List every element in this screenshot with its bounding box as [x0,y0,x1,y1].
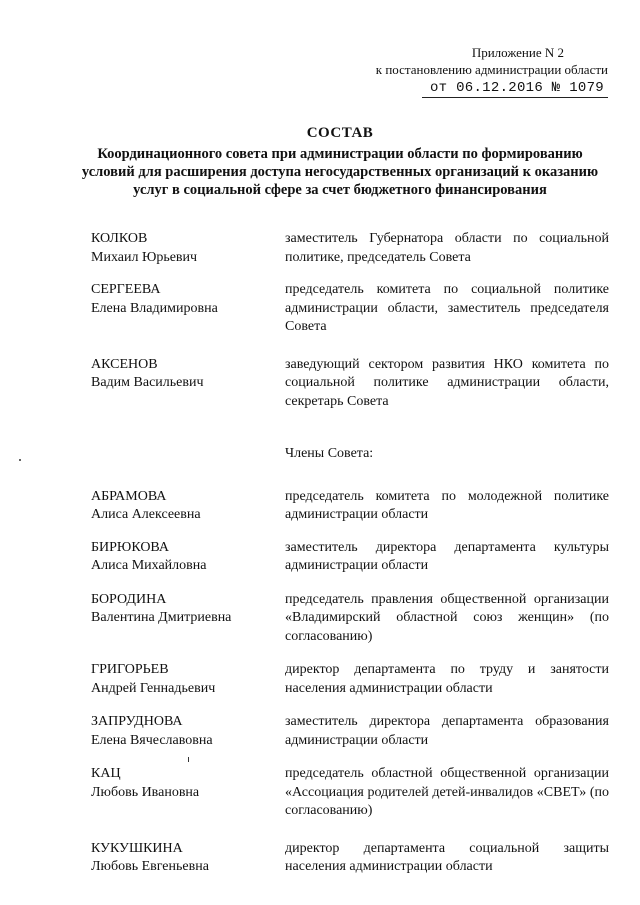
person-name [91,281,285,337]
person-surname: ЗАПРУДНОВА [91,714,183,729]
person-name [91,539,285,576]
roster-entry [91,591,609,647]
person-role: директор департамента социальной защиты населения администрации области [285,840,609,874]
person-given-name: Валентина Дмитриевна [91,610,232,625]
person-surname: СЕРГЕЕВА [91,282,161,297]
person-role: председатель комитета по социальной политике администрации области, заместитель председателя Совета [285,282,609,334]
person-role: председатель комитета по молодежной политике администрации области [285,488,609,522]
person-name [91,591,285,647]
person-name [91,488,285,525]
roster-entry [91,539,609,576]
heading-line: Координационного совета при администрации области по формированию [97,146,583,162]
appendix-date: от 06.12.2016 № 1079 [422,80,608,98]
person-role: заместитель директора департамента культуры администрации области [285,539,609,573]
heading-title: СОСТАВ [306,125,374,141]
person-given-name: Андрей Геннадьевич [91,680,216,696]
roster-entry [91,661,609,698]
person-name [91,713,285,750]
person-given-name: Елена Владимировна [91,300,218,316]
person-role: председатель областной общественной организации «Ассоциация родителей детей-инвалидов «СВЕТ» (по согласованию) [285,766,609,818]
person-role: заместитель директора департамента образования администрации области [285,714,609,748]
person-role: заведующий сектором развития НКО комитета по социальной политике администрации области, секретарь Совета [285,356,609,409]
council-roster [91,230,609,877]
heading-line: услуг в социальной сфере за счет бюджетного финансирования [133,182,547,198]
person-given-name: Елена Вячеславовна [91,732,213,748]
person-given-name: Любовь Евгеньевна [91,859,209,874]
heading-line: условий для расширения доступа негосударственных организаций к оказанию [81,164,599,180]
person-surname: ГРИГОРЬЕВ [91,662,169,677]
person-surname: АКСЕНОВ [91,356,158,372]
appendix-subtitle: к постановлению администрации области [375,62,608,77]
roster-entry [91,713,609,750]
person-surname: КАЦ [91,766,121,781]
person-name [91,661,285,698]
person-surname: КУКУШКИНА [91,840,183,856]
roster-entry [91,281,609,337]
person-surname: БИРЮКОВА [91,539,169,555]
person-name [91,230,285,267]
person-given-name: Алиса Михайловна [91,558,207,573]
person-name [91,840,285,877]
roster-entry [91,356,609,412]
person-name [91,356,285,412]
person-given-name: Алиса Алексеевна [91,507,201,522]
scan-speck [19,459,21,461]
scan-mark [188,757,189,762]
person-name [91,765,285,821]
person-given-name: Любовь Ивановна [91,784,200,800]
document-heading [40,124,640,199]
person-given-name: Вадим Васильевич [91,375,204,390]
roster-entry [91,488,609,525]
roster-entry [91,765,609,821]
roster-entry [91,230,609,267]
person-surname: БОРОДИНА [91,591,167,607]
members-section-label: Члены Совета: [285,446,374,461]
roster-entry [91,840,609,877]
person-given-name: Михаил Юрьевич [91,249,198,265]
person-surname: АБРАМОВА [91,488,167,504]
person-role: директор департамента по труду и занятости населения администрации области [285,662,609,696]
person-role: председатель правления общественной организации «Владимирский областной союз женщин» (по согласованию) [285,591,609,644]
person-surname: КОЛКОВ [91,231,148,246]
appendix-title: Приложение N 2 [471,45,564,60]
appendix-header [376,44,608,98]
person-role: заместитель Губернатора области по социальной политике, председатель Совета [285,231,609,265]
